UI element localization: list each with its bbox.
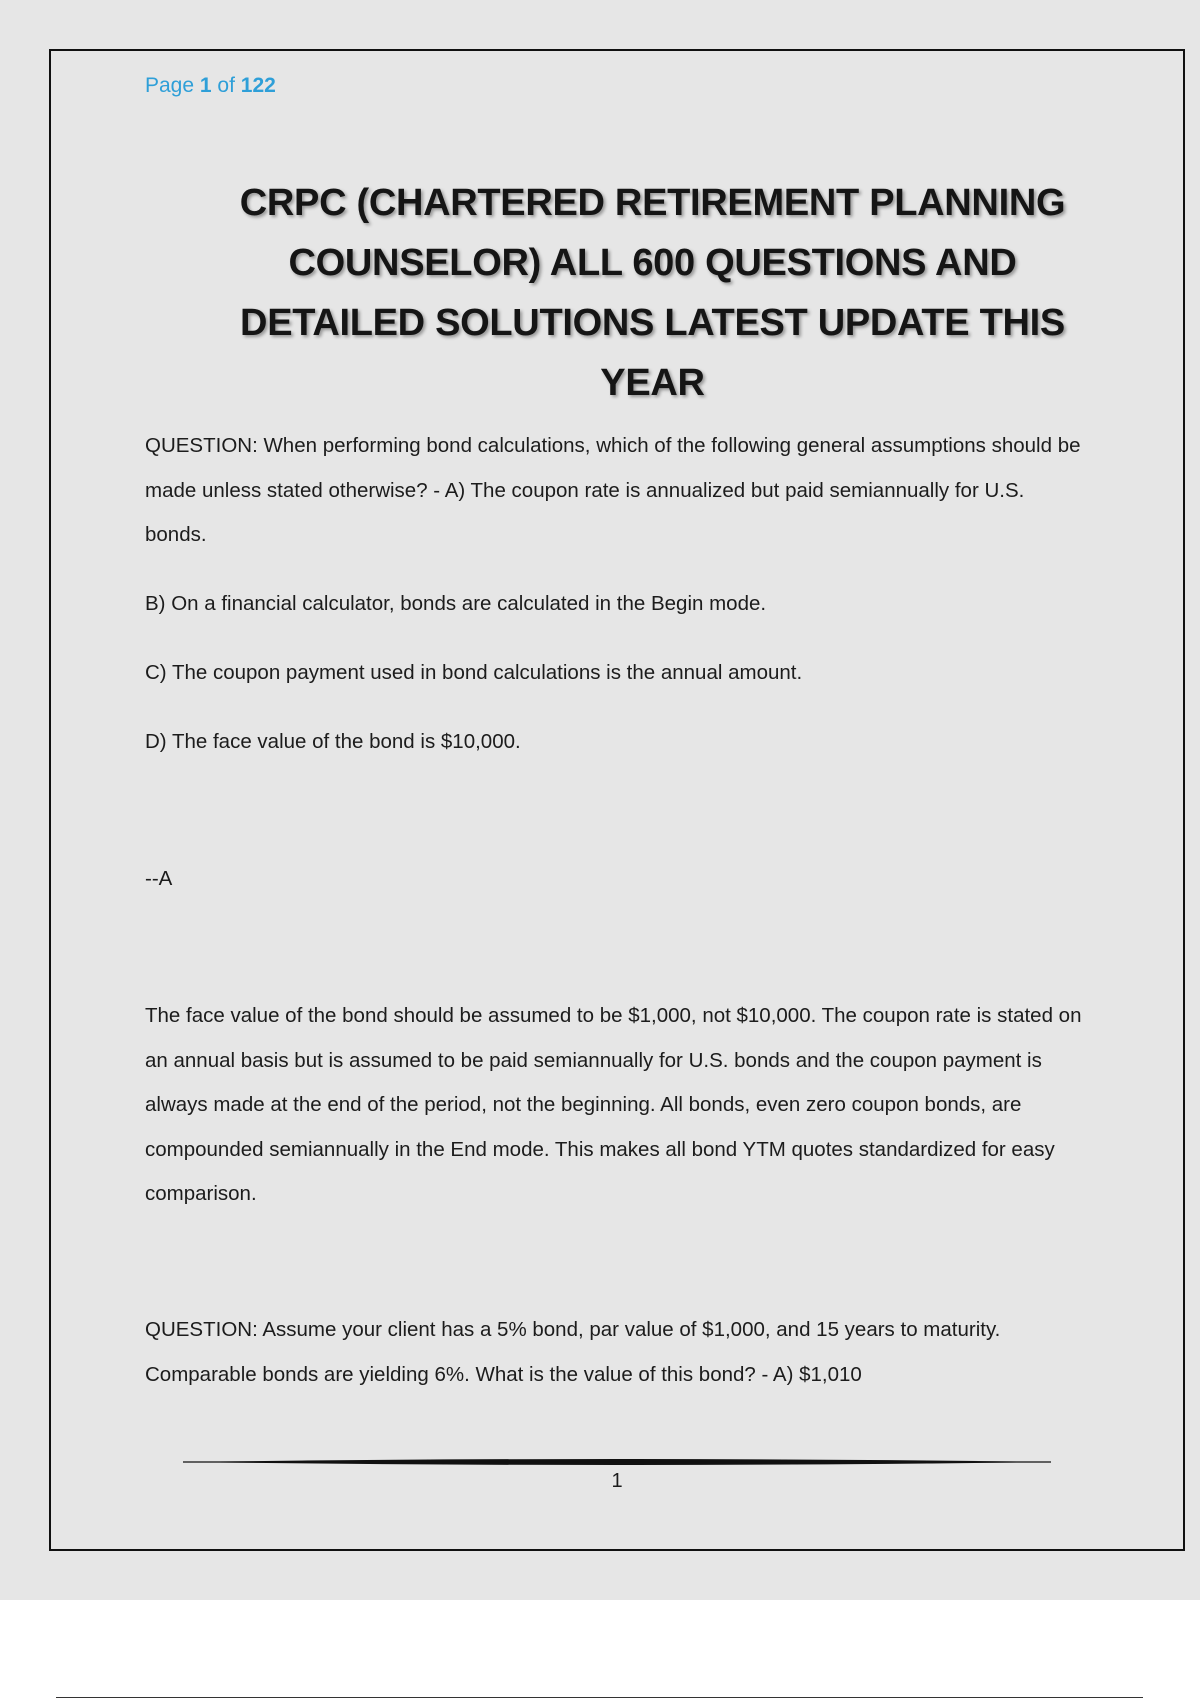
option-c: C) The coupon payment used in bond calculations is the annual amount. (145, 661, 803, 684)
page-of: of (217, 74, 235, 97)
current-page: 1 (199, 74, 212, 97)
next-page-edge (56, 1697, 1143, 1698)
page-indicator (145, 74, 276, 98)
question-1: QUESTION: When performing bond calculations, which of the following general assumptions should be made unless stated otherwise? - A) The coupon rate is annualized but paid semiannually for U.S. bonds. (145, 434, 1081, 546)
option-b: B) On a financial calculator, bonds are calculated in the Begin mode. (145, 592, 767, 615)
total-pages: 122 (240, 74, 276, 97)
document-title: CRPC (CHARTERED RETIREMENT PLANNING COUNSELOR) ALL 600 QUESTIONS AND DETAILED SOLUTIONS LATEST UPDATE THIS YEAR (239, 182, 1066, 404)
footer-page-number: 1 (611, 1470, 623, 1492)
footer-divider (183, 1457, 1051, 1467)
page-prefix: Page (145, 74, 195, 97)
option-d: D) The face value of the bond is $10,000. (145, 730, 521, 753)
question-2: QUESTION: Assume your client has a 5% bond, par value of $1,000, and 15 years to maturity. Comparable bonds are yielding 6%. What is the value of this bond? - A) $1,010 (145, 1318, 1001, 1386)
explanation: The face value of the bond should be assumed to be $1,000, not $10,000. The coupon rate is stated on an annual basis but is assumed to be paid semiannually for U.S. bonds and the coupon payment is always made at the end of the period, not the beginning. All bonds, even zero coupon bonds, are compounded semiannually in the End mode. This makes all bond YTM quotes standardized for easy comparison. (145, 1004, 1082, 1205)
answer: --A (145, 867, 173, 890)
